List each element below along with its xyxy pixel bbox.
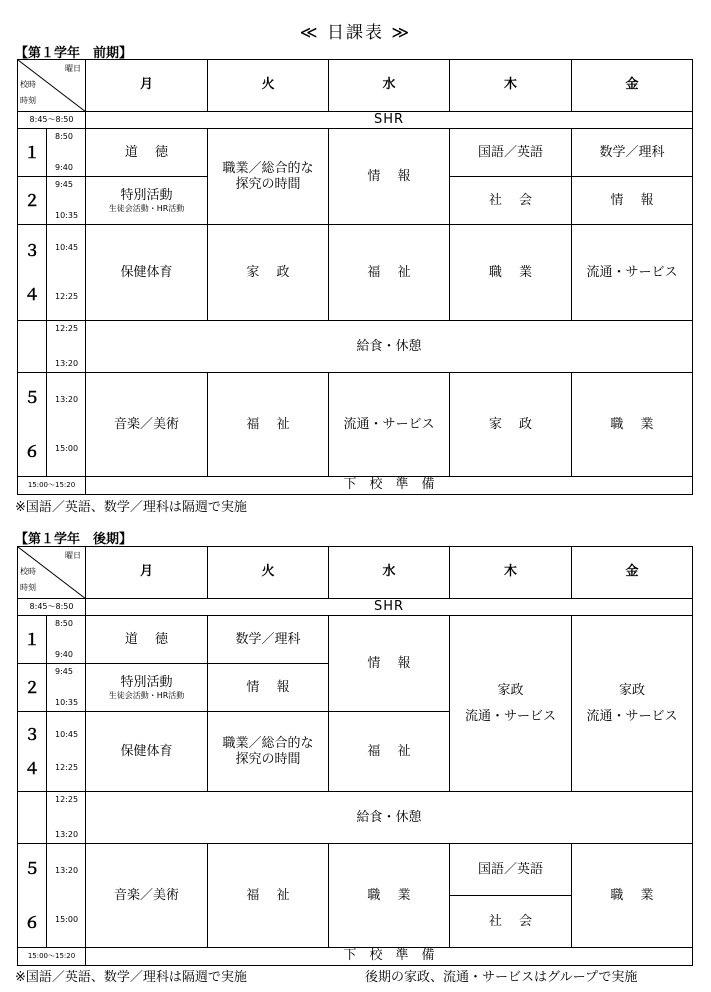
dismissal-time: 15:00～15:20	[18, 948, 86, 965]
dismissal-label: 下 校 準 備	[86, 948, 693, 965]
cell-mon-5-6: 音楽／美術	[86, 373, 208, 477]
period-2-number: ２	[18, 664, 47, 712]
cell-fri-1: 数学／理科	[572, 129, 693, 177]
first-term-label: 【第１学年 前期】	[15, 46, 133, 61]
cell-thu-1-4-line1: 家政	[497, 682, 524, 698]
period-2-end: 10:35	[55, 211, 79, 221]
cell-fri-3-4: 流通・サービス	[572, 225, 693, 321]
period-header-label: 校時	[20, 80, 36, 89]
cell-mon-2-label: 特別活動	[120, 674, 173, 690]
header-corner	[18, 547, 86, 599]
cell-tue-3-4: 職業／総合的な 探究の時間	[208, 712, 329, 792]
page-title: ≪ 日課表 ≫	[299, 23, 412, 43]
time-header-label: 時刻	[20, 96, 36, 105]
cell-thu-5: 国語／英語	[450, 844, 572, 896]
cell-tue-2: 情 報	[208, 664, 329, 712]
period-6-number: ６	[23, 441, 40, 461]
period-5-6-number	[18, 844, 47, 948]
period-5-6-time	[47, 373, 86, 477]
period-3-start: 10:45	[55, 243, 79, 253]
second-term-note: ※国語／英語、数学／理科は隔週で実施	[15, 970, 247, 985]
cell-mon-1: 道 徳	[86, 616, 208, 664]
cell-thu-3-4: 職 業	[450, 225, 572, 321]
day-fri: 金	[572, 60, 693, 112]
period-6-end: 15:00	[55, 444, 79, 454]
period-5-6-number	[18, 373, 47, 477]
period-1-end: 9:40	[55, 163, 73, 173]
cell-mon-3-4: 保健体育	[86, 225, 208, 321]
period-1-start: 8:50	[55, 132, 73, 142]
period-5-start: 13:20	[55, 395, 79, 405]
header-corner	[18, 60, 86, 112]
period-2-end: 10:35	[55, 698, 79, 708]
weekday-header-label: 曜日	[65, 551, 81, 560]
lunch-time	[47, 321, 86, 373]
cell-mon-2-sub: 生徒会活動・HR活動	[108, 203, 185, 213]
time-header-label: 時刻	[20, 583, 36, 592]
period-5-start: 13:20	[55, 866, 79, 876]
cell-fri-1-4-line1: 家政	[618, 682, 645, 698]
second-term-timetable	[17, 546, 693, 966]
period-6-number: ６	[23, 912, 40, 932]
shr-label: SHR	[86, 599, 693, 616]
period-4-end: 12:25	[55, 292, 79, 302]
cell-tue-5-6: 福 祉	[208, 844, 329, 948]
cell-tue-1-2: 職業／総合的な 探究の時間	[208, 129, 329, 225]
period-3-4-number	[18, 712, 47, 792]
period-1-start: 8:50	[55, 619, 73, 629]
period-1-number: １	[18, 129, 47, 177]
cell-tue-1: 数学／理科	[208, 616, 329, 664]
lunch-number	[18, 321, 47, 373]
day-mon: 月	[86, 547, 208, 599]
cell-thu-1-4-line2: 流通・サービス	[464, 708, 556, 724]
period-5-6-time	[47, 844, 86, 948]
second-term-group-note: 後期の家政、流通・サービスはグループで実施	[365, 970, 638, 985]
period-6-end: 15:00	[55, 915, 79, 925]
weekday-header-label: 曜日	[65, 64, 81, 73]
cell-mon-5-6: 音楽／美術	[86, 844, 208, 948]
shr-time: 8:45～8:50	[18, 112, 86, 129]
cell-fri-5-6: 職 業	[572, 373, 693, 477]
lunch-start: 12:25	[55, 795, 79, 805]
lunch-time	[47, 792, 86, 844]
period-2-start: 9:45	[55, 180, 73, 190]
cell-mon-2-sub: 生徒会活動・HR活動	[108, 690, 185, 700]
lunch-number	[18, 792, 47, 844]
lunch-label: 給食・休憩	[86, 321, 693, 373]
period-2-number: ２	[18, 177, 47, 225]
first-term-note: ※国語／英語、数学／理科は隔週で実施	[15, 500, 247, 515]
day-fri: 金	[572, 547, 693, 599]
cell-fri-1-4	[572, 616, 693, 792]
day-tue: 火	[208, 547, 329, 599]
period-3-4-time	[47, 712, 86, 792]
cell-thu-5-6: 家 政	[450, 373, 572, 477]
period-3-start: 10:45	[55, 730, 79, 740]
period-5-number: ５	[23, 387, 40, 407]
period-3-4-number	[18, 225, 47, 321]
cell-fri-1-4-line2: 流通・サービス	[586, 708, 678, 724]
period-3-4-time	[47, 225, 86, 321]
shr-label: SHR	[86, 112, 693, 129]
lunch-end: 13:20	[55, 359, 79, 369]
period-1-time	[47, 616, 86, 664]
period-3-number: ３	[23, 240, 40, 260]
cell-fri-5-6: 職 業	[572, 844, 693, 948]
period-5-number: ５	[23, 858, 40, 878]
day-wed: 水	[329, 547, 450, 599]
cell-tue-3-4: 家 政	[208, 225, 329, 321]
cell-wed-3-4: 福 祉	[329, 225, 450, 321]
cell-mon-3-4: 保健体育	[86, 712, 208, 792]
day-thu: 木	[450, 60, 572, 112]
day-mon: 月	[86, 60, 208, 112]
shr-time: 8:45～8:50	[18, 599, 86, 616]
period-2-time	[47, 664, 86, 712]
cell-wed-3-4: 福 祉	[329, 712, 450, 792]
day-thu: 木	[450, 547, 572, 599]
second-term-label: 【第１学年 後期】	[15, 532, 133, 547]
cell-wed-5-6: 職 業	[329, 844, 450, 948]
cell-fri-2: 情 報	[572, 177, 693, 225]
cell-tue-5-6: 福 祉	[208, 373, 329, 477]
period-2-time	[47, 177, 86, 225]
cell-mon-2-label: 特別活動	[120, 187, 173, 203]
period-1-time	[47, 129, 86, 177]
cell-mon-2	[86, 664, 208, 712]
day-tue: 火	[208, 60, 329, 112]
cell-wed-5-6: 流通・サービス	[329, 373, 450, 477]
period-3-number: ３	[23, 724, 40, 744]
dismissal-time: 15:00～15:20	[18, 477, 86, 494]
cell-thu-1: 国語／英語	[450, 129, 572, 177]
dismissal-label: 下 校 準 備	[86, 477, 693, 494]
cell-thu-2: 社 会	[450, 177, 572, 225]
cell-thu-1-4	[450, 616, 572, 792]
lunch-label: 給食・休憩	[86, 792, 693, 844]
lunch-end: 13:20	[55, 830, 79, 840]
cell-thu-6: 社 会	[450, 896, 572, 948]
period-4-number: ４	[23, 284, 40, 304]
period-1-number: １	[18, 616, 47, 664]
cell-wed-1-2: 情 報	[329, 129, 450, 225]
lunch-start: 12:25	[55, 324, 79, 334]
period-header-label: 校時	[20, 567, 36, 576]
period-4-end: 12:25	[55, 763, 79, 773]
period-4-number: ４	[23, 758, 40, 778]
day-wed: 水	[329, 60, 450, 112]
period-1-end: 9:40	[55, 650, 73, 660]
period-2-start: 9:45	[55, 667, 73, 677]
cell-mon-1: 道 徳	[86, 129, 208, 177]
first-term-timetable	[17, 59, 693, 495]
cell-mon-2	[86, 177, 208, 225]
cell-wed-1-2: 情 報	[329, 616, 450, 712]
